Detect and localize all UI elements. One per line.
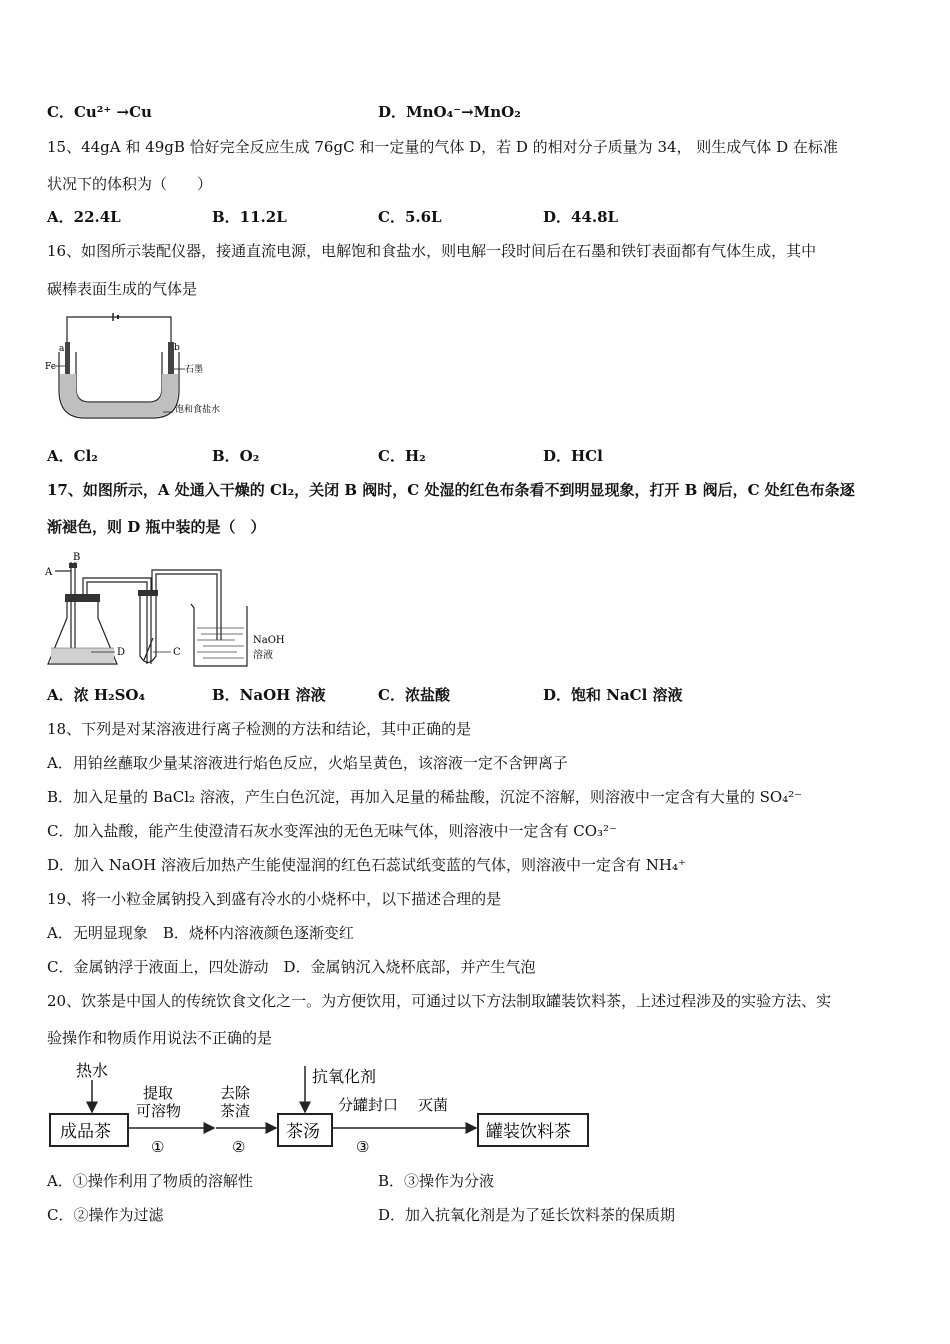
- fig17-label-solution: 溶液: [253, 650, 273, 661]
- q20-option-d: D．加入抗氧化剂是为了延长饮料茶的保质期: [378, 1206, 676, 1224]
- fig17-label-naoh: NaOH: [253, 635, 285, 646]
- q19-options-cd: C．金属钠浮于液面上，四处游动 D．金属钠沉入烧杯底部，并产生气泡: [47, 958, 536, 976]
- flow-step1-text1: 提取: [143, 1084, 174, 1102]
- q17-stem-line1: 17、如图所示，A 处通入干燥的 Cl₂，关闭 B 阀时，C 处湿的红色布条看不到明显现象，打开 B 阀后，C 处红色布条逐: [47, 481, 855, 499]
- q18-option-a: A．用铂丝蘸取少量某溶液进行焰色反应，火焰呈黄色，该溶液一定不含钾离子: [47, 754, 568, 772]
- q20-stem-line1: 20、饮茶是中国人的传统饮食文化之一。为方便饮用，可通过以下方法制取罐装饮料茶，上述过程涉及的实验方法、实: [47, 992, 832, 1010]
- fig16-label-b: b: [174, 343, 180, 353]
- flow-step2-number: ②: [232, 1138, 246, 1156]
- fig17-label-c: C: [173, 647, 181, 658]
- chlorine-apparatus-figure: [45, 548, 295, 672]
- flow-step2-text1: 去除: [220, 1084, 251, 1102]
- fig16-label-brine: 饱和食盐水: [175, 405, 221, 415]
- q18-option-d: D．加入 NaOH 溶液后加热产生能使湿润的红色石蕊试纸变蓝的气体，则溶液中一定含有 NH₄⁺: [47, 856, 686, 874]
- flow-step3-text: 分罐封口: [338, 1096, 399, 1114]
- q17-option-c: C．浓盐酸: [378, 686, 450, 704]
- fig16-label-fe: Fe: [45, 362, 57, 372]
- flow-step1-text2: 可溶物: [136, 1102, 182, 1120]
- tea-process-flowchart: [48, 1060, 593, 1160]
- q14-option-c: C．Cu²⁺ →Cu: [47, 103, 152, 121]
- flow-sterilize: 灭菌: [418, 1096, 449, 1114]
- q17-option-b: B．NaOH 溶液: [212, 686, 326, 704]
- q16-stem-line2: 碳棒表面生成的气体是: [47, 280, 198, 298]
- q15-option-a: A．22.4L: [47, 208, 121, 226]
- q15-stem-line2: 状况下的体积为（ ）: [47, 175, 213, 193]
- q17-option-a: A．浓 H₂SO₄: [47, 686, 146, 704]
- q19-stem: 19、将一小粒金属钠投入到盛有冷水的小烧杯中，以下描述合理的是: [47, 890, 502, 908]
- q15-option-c: C．5.6L: [378, 208, 442, 226]
- q15-stem-line1: 15、44gA 和 49gB 恰好完全反应生成 76gC 和一定量的气体 D，若 D 的相对分子质量为 34， 则生成气体 D 在标准: [47, 138, 838, 156]
- q15-option-b: B．11.2L: [212, 208, 287, 226]
- q16-stem-line1: 16、如图所示装配仪器，接通直流电源，电解饱和食盐水，则电解一段时间后在石墨和铁钉表面都有气体生成，其中: [47, 242, 817, 260]
- q20-option-a: A．①操作利用了物质的溶解性: [47, 1172, 253, 1190]
- electrolysis-u-tube-figure: [45, 312, 221, 428]
- flow-box-canned-tea: 罐装饮料茶: [486, 1122, 571, 1142]
- q14-option-d: D．MnO₄⁻→MnO₂: [378, 103, 521, 121]
- flow-step1-number: ①: [151, 1138, 165, 1156]
- fig16-label-graphite: 石墨: [185, 365, 204, 375]
- fig17-label-b: B: [73, 552, 81, 563]
- q17-stem-line2: 渐褪色，则 D 瓶中装的是（ ）: [47, 518, 266, 536]
- q18-option-b: B．加入足量的 BaCl₂ 溶液，产生白色沉淀，再加入足量的稀盐酸，沉淀不溶解，则溶液中一定含有大量的 SO₄²⁻: [47, 788, 803, 806]
- q16-option-b: B．O₂: [212, 447, 260, 465]
- q16-option-c: C．H₂: [378, 447, 426, 465]
- q15-option-d: D．44.8L: [543, 208, 619, 226]
- fig17-label-a: A: [45, 567, 53, 578]
- flow-step2-text2: 茶渣: [220, 1102, 251, 1120]
- q18-option-c: C．加入盐酸，能产生使澄清石灰水变浑浊的无色无味气体，则溶液中一定含有 CO₃²⁻: [47, 822, 617, 840]
- flow-hot-water: 热水: [76, 1061, 109, 1080]
- q20-option-b: B．③操作为分液: [378, 1172, 495, 1190]
- fig16-label-a: a: [59, 344, 65, 354]
- flow-step3-number: ③: [356, 1138, 370, 1156]
- q20-stem-line2: 验操作和物质作用说法不正确的是: [47, 1029, 273, 1047]
- q17-option-d: D．饱和 NaCl 溶液: [543, 686, 683, 704]
- q16-option-a: A．Cl₂: [47, 447, 98, 465]
- q16-option-d: D．HCl: [543, 447, 603, 465]
- q18-stem: 18、下列是对某溶液进行离子检测的方法和结论，其中正确的是: [47, 720, 472, 738]
- flow-antioxidant: 抗氧化剂: [312, 1067, 377, 1086]
- q19-options-ab: A．无明显现象 B．烧杯内溶液颜色逐渐变红: [47, 924, 354, 942]
- flow-box-finished-tea: 成品茶: [60, 1122, 111, 1142]
- fig17-label-d: D: [117, 647, 126, 658]
- flow-box-tea-soup: 茶汤: [286, 1122, 320, 1142]
- q20-option-c: C．②操作为过滤: [47, 1206, 164, 1224]
